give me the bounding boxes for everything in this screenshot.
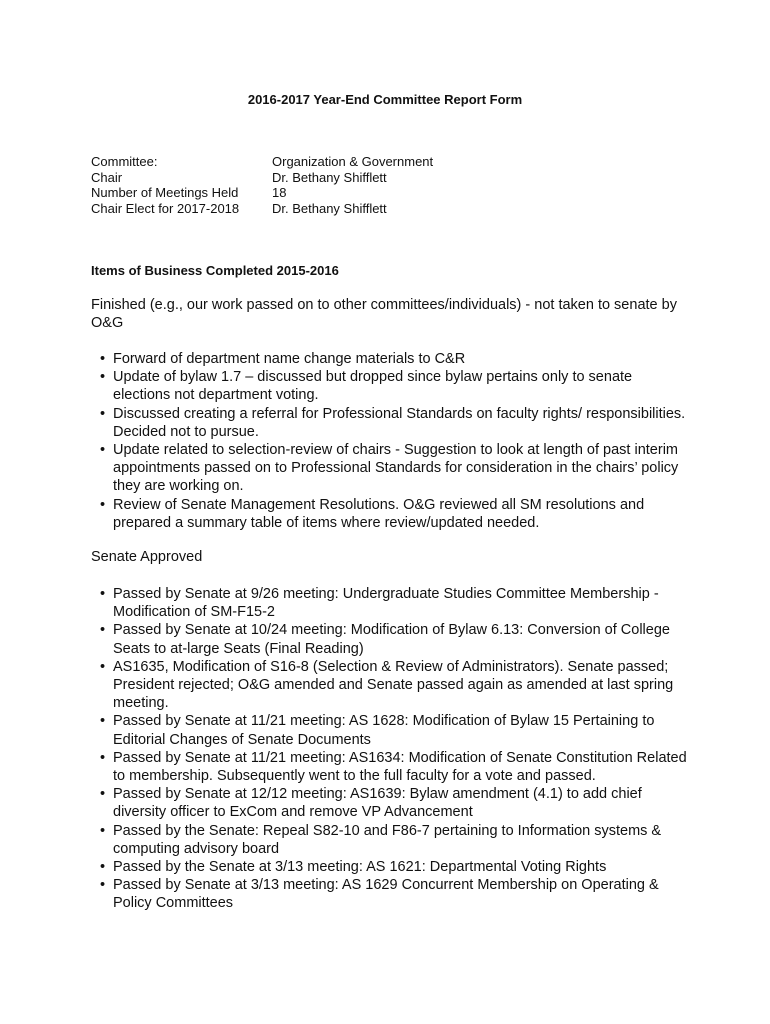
info-row-chair-elect <box>91 201 433 217</box>
senate-heading: Senate Approved <box>91 549 203 565</box>
info-row-chair <box>91 170 433 186</box>
info-label: Chair Elect for 2017-2018 <box>91 200 240 216</box>
info-label: Committee: <box>91 154 158 169</box>
list-item: • Passed by Senate at 11/21 meeting: AS 1628: Modification of Bylaw 15 Pertaining to Editorial Changes of Senate Documents <box>91 712 691 748</box>
list-item: • Update related to selection-review of chairs - Suggestion to look at length of past interim appointments passed on to Professional Standards for consideration in the chairs’ policy they are working on. <box>91 441 691 496</box>
list-item: • Passed by Senate at 12/12 meeting: AS1639: Bylaw amendment (4.1) to add chief diversity officer to ExCom and remove VP Advancement <box>91 785 691 821</box>
senate-list <box>91 585 691 913</box>
info-value: Organization & Government <box>272 154 434 169</box>
list-item: • Passed by the Senate at 3/13 meeting: AS 1621: Departmental Voting Rights <box>91 858 691 876</box>
section-heading: Items of Business Completed 2015-2016 <box>91 263 339 278</box>
info-value: Dr. Bethany Shifflett <box>272 169 387 185</box>
list-item: • Passed by Senate at 10/24 meeting: Modification of Bylaw 6.13: Conversion of College Seats to at-large Seats (Final Reading) <box>91 621 691 657</box>
list-item: • Discussed creating a referral for Professional Standards on faculty rights/ responsibilities. Decided not to pursue. <box>91 405 691 441</box>
finished-intro: Finished (e.g., our work passed on to other committees/individuals) - not taken to senate by O&G <box>91 297 677 331</box>
list-item: • Review of Senate Management Resolutions. O&G reviewed all SM resolutions and prepared a summary table of items where review/updated needed. <box>91 496 691 532</box>
info-row-committee <box>91 154 433 170</box>
list-item: • Forward of department name change materials to C&R <box>91 350 691 368</box>
finished-list <box>91 350 691 532</box>
info-label: Number of Meetings Held <box>91 185 239 200</box>
info-value: 18 <box>272 185 287 200</box>
info-value: Dr. Bethany Shifflett <box>272 200 387 216</box>
list-item: • AS1635, Modification of S16-8 (Selection & Review of Administrators). Senate passed; President rejected; O&G amended and Senate passed again as amended at last spring meeting. <box>91 658 691 713</box>
info-row-meetings <box>91 185 433 201</box>
list-item: • Passed by Senate at 9/26 meeting: Undergraduate Studies Committee Membership - Modification of SM-F15-2 <box>91 585 691 621</box>
list-item: • Passed by Senate at 3/13 meeting: AS 1629 Concurrent Membership on Operating & Policy Committees <box>91 876 691 912</box>
page-title: 2016-2017 Year-End Committee Report Form <box>247 92 523 107</box>
committee-info <box>91 154 433 216</box>
list-item: • Passed by Senate at 11/21 meeting: AS1634: Modification of Senate Constitution Related to membership. Subsequently went to the full faculty for a vote and passed. <box>91 749 691 785</box>
list-item: • Passed by the Senate: Repeal S82-10 and F86-7 pertaining to Information systems & computing advisory board <box>91 822 691 858</box>
list-item: • Update of bylaw 1.7 – discussed but dropped since bylaw pertains only to senate elections not department voting. <box>91 368 691 404</box>
info-label: Chair <box>91 169 123 185</box>
